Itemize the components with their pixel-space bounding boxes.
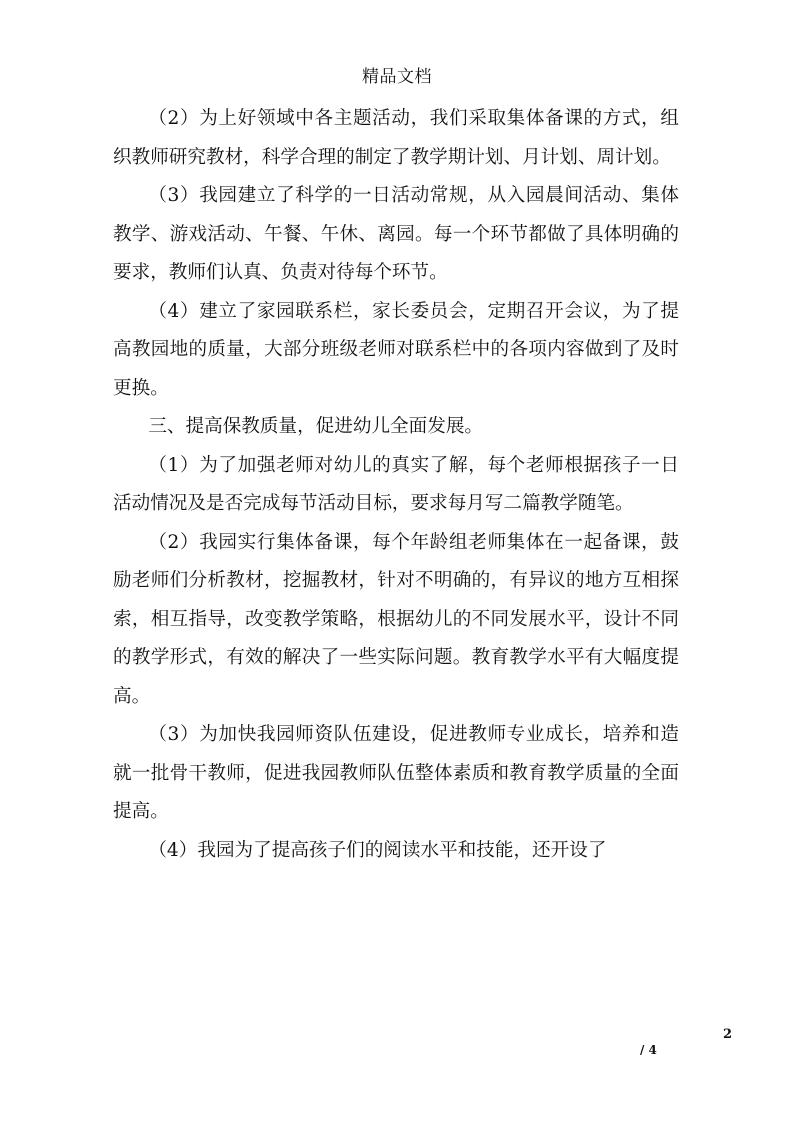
page-total: / 4 xyxy=(640,1043,657,1057)
paragraph: （1）为了加强老师对幼儿的真实了解，每个老师根据孩子一日活动情况及是否完成每节活动目标，要求每月写二篇教学随笔。 xyxy=(113,454,679,514)
section-heading: 三、提高保教质量，促进幼儿全面发展。 xyxy=(148,416,484,437)
paragraph: （2）我园实行集体备课，每个年龄组老师集体在一起备课，鼓励老师们分析教材，挖掘教材，针对不明确的，有异议的地方互相探索，相互指导，改变教学策略，根据幼儿的不同发展水平，设计不同的教学形式，有效的解决了一些实际问题。教育教学水平有大幅度提高。 xyxy=(113,531,679,707)
paragraph: （3）为加快我园师资队伍建设，促进教师专业成长，培养和造就一批骨干教师，促进我园教师队伍整体素质和教育教学质量的全面提高。 xyxy=(113,724,679,822)
paragraph: （3）我园建立了科学的一日活动常规，从入园晨间活动、集体教学、游戏活动、午餐、午休、离园。每一个环节都做了具体明确的要求，教师们认真、负责对待每个环节。 xyxy=(113,185,679,283)
paragraph: （2）为上好领域中各主题活动，我们采取集体备课的方式，组织教师研究教材，科学合理的制定了教学期计划、月计划、周计划。 xyxy=(113,108,679,168)
paragraph: （4）建立了家园联系栏，家长委员会，定期召开会议，为了提高教园地的质量，大部分班级老师对联系栏中的各项内容做到了及时更换。 xyxy=(113,300,679,399)
paragraph: （4）我园为了提高孩子们的阅读水平和技能，还开设了 xyxy=(148,839,607,861)
page-number: 2 xyxy=(723,1027,733,1042)
page-header-title: 精品文档 xyxy=(362,67,432,87)
document-body xyxy=(113,100,679,870)
